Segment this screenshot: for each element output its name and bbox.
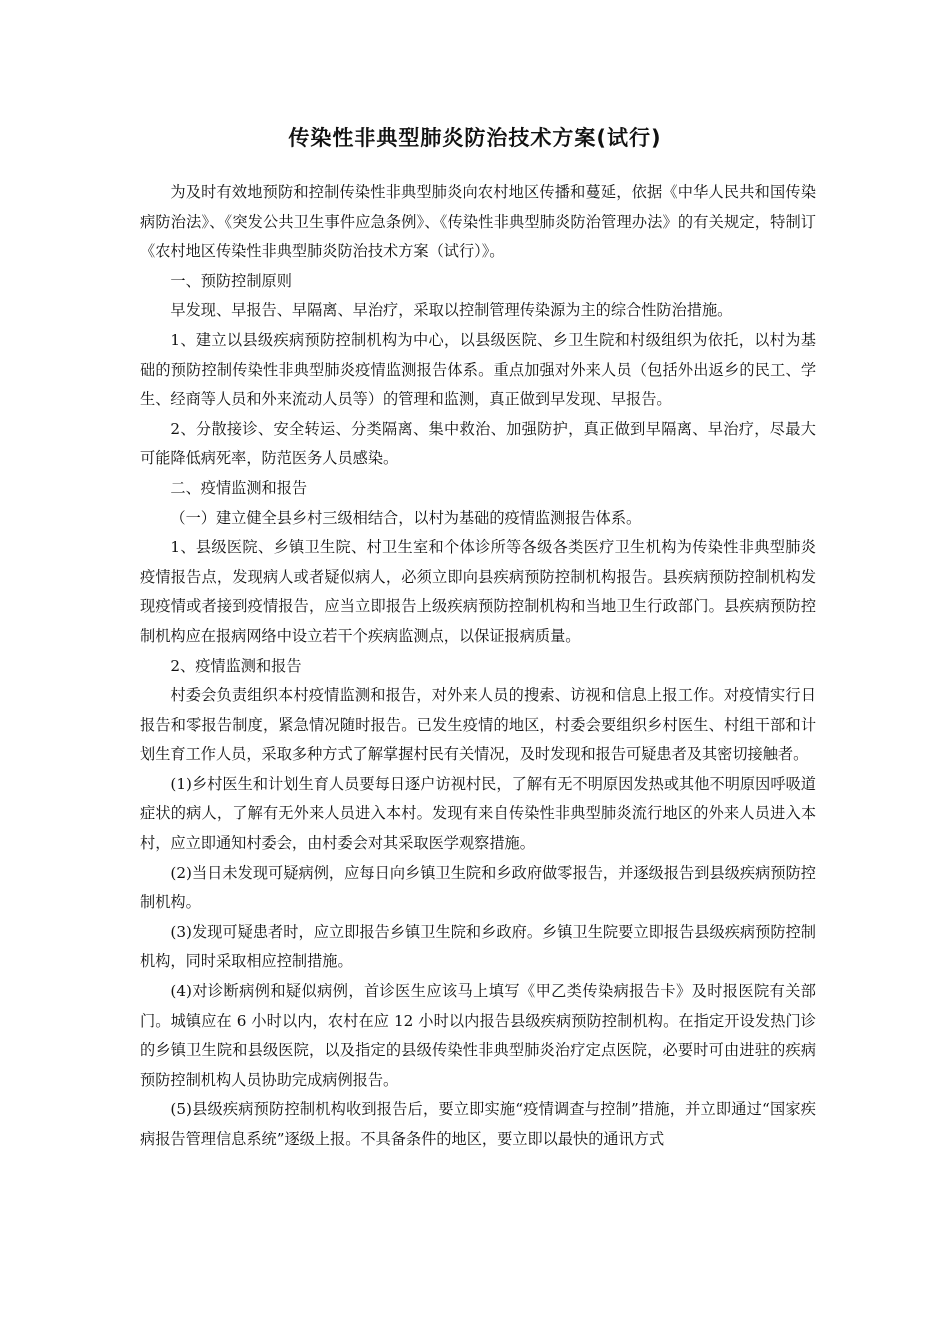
paragraph: 村委会负责组织本村疫情监测和报告，对外来人员的搜索、访视和信息上报工作。对疫情实行日报告和零报告制度，紧急情况随时报告。已发生疫情的地区，村委会要组织乡村医生、村组干部和计划生育工作人员，采取多种方式了解掌握村民有关情况，及时发现和报告可疑患者及其密切接触者。 xyxy=(140,686,816,764)
paragraph: 1、建立以县级疾病预防控制机构为中心，以县级医院、乡卫生院和村级组织为依托，以村为基础的预防控制传染性非典型肺炎疫情监测报告体系。重点加强对外来人员（包括外出返乡的民工、学生、经商等人员和外来流动人员等）的管理和监测，真正做到早发现、早报告。 xyxy=(140,330,816,409)
paragraph: (4)对诊断病例和疑似病例，首诊医生应该马上填写《甲乙类传染病报告卡》及时报医院有关部门。城镇应在 6 小时以内，农村在应 12 小时以内报告县级疾病预防控制机构。在指定开设发热门诊的乡镇卫生院和县级医院，以及指定的县级传染性非典型肺炎治疗定点医院，必要时可由进驻的疾病预防控制机构人员协助完成病例报告。 xyxy=(140,982,816,1089)
paragraph: (5)县级疾病预防控制机构收到报告后，要立即实施“疫情调查与控制”措施，并立即通过“国家疾病报告管理信息系统”逐级上报。不具备条件的地区，要立即以最快的通讯方式 xyxy=(140,1100,816,1148)
paragraph: 早发现、早报告、早隔离、早治疗，采取以控制管理传染源为主的综合性防治措施。 xyxy=(170,301,733,320)
paragraph: 1、县级医院、乡镇卫生院、村卫生室和个体诊所等各级各类医疗卫生机构为传染性非典型肺炎疫情报告点，发现病人或者疑似病人，必须立即向县疾病预防控制机构报告。县疾病预防控制机构发现疫情或者接到疫情报告，应当立即报告上级疾病预防控制机构和当地卫生行政部门。县疾病预防控制机构应在报病网络中设立若干个疾病监测点，以保证报病质量。 xyxy=(140,538,816,645)
section-heading-2: 二、疫情监测和报告 xyxy=(170,478,308,497)
paragraph: (1)乡村医生和计划生育人员要每日逐户访视村民，了解有无不明原因发热或其他不明原因呼吸道症状的病人，了解有无外来人员进入本村。发现有来自传染性非典型肺炎流行地区的外来人员进入本村，应立即通知村委会，由村委会对其采取医学观察措施。 xyxy=(140,774,816,853)
paragraph: (3)发现可疑患者时，应立即报告乡镇卫生院和乡政府。乡镇卫生院要立即报告县级疾病预防控制机构，同时采取相应控制措施。 xyxy=(140,922,816,971)
document-title: 传染性非典型肺炎防治技术方案(试行) xyxy=(288,126,662,150)
subsection-heading: 2、疫情监测和报告 xyxy=(170,656,302,675)
paragraph: (2)当日未发现可疑病例，应每日向乡镇卫生院和乡政府做零报告，并逐级报告到县级疾病预防控制机构。 xyxy=(140,863,816,912)
paragraph: 2、分散接诊、安全转运、分类隔离、集中救治、加强防护，真正做到早隔离、早治疗，尽最大可能降低病死率，防范医务人员感染。 xyxy=(140,419,816,468)
paragraph-intro: 为及时有效地预防和控制传染性非典型肺炎向农村地区传播和蔓延，依据《中华人民共和国传染病防治法》、《突发公共卫生事件应急条例》、《传染性非典型肺炎防治管理办法》的有关规定，特制订《农村地区传染性非典型肺炎防治技术方案（试行）》。 xyxy=(140,183,816,261)
document-body xyxy=(140,178,816,1155)
section-heading-1: 一、预防控制原则 xyxy=(170,271,292,290)
paragraph: （一）建立健全县乡村三级相结合，以村为基础的疫情监测报告体系。 xyxy=(170,508,642,527)
